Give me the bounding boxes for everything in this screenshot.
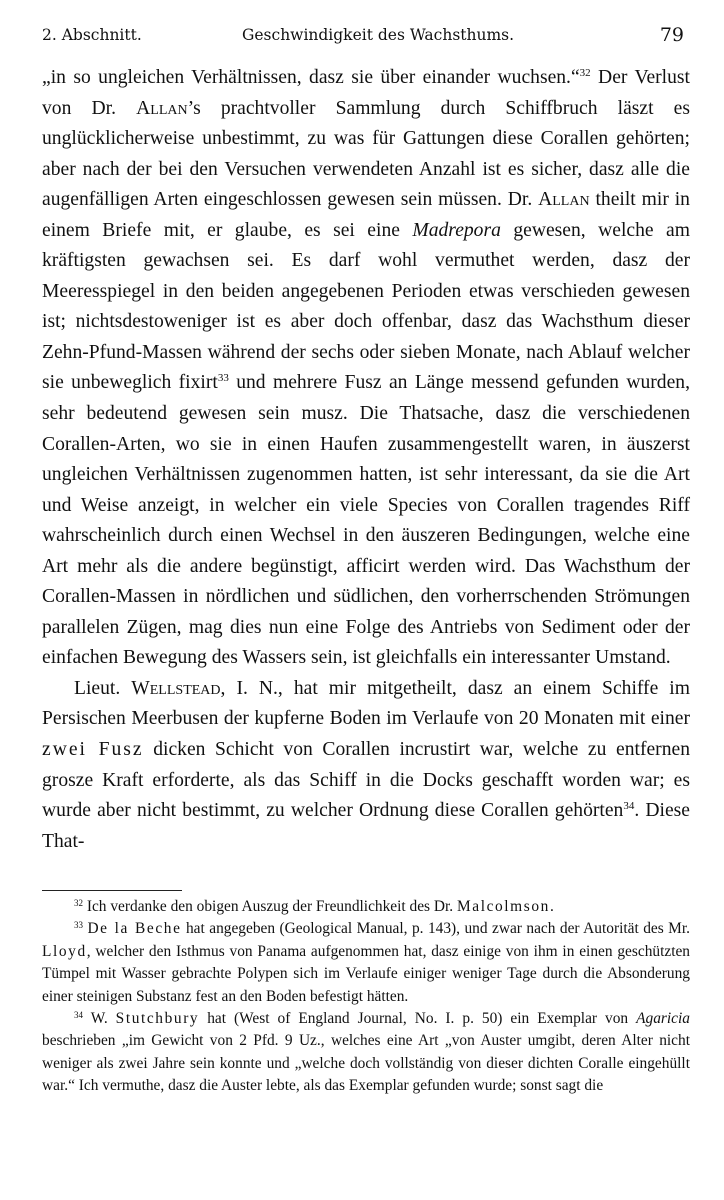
footnote-34: [42, 1008, 690, 1098]
section-label: 2. Abschnitt.: [42, 26, 142, 44]
running-title: Geschwindigkeit des Wachsthums.: [242, 26, 515, 44]
footnote-ref-32: 32: [579, 67, 591, 79]
text-run: und mehrere Fusz an Länge messend gefunden wurden, sehr bedeutend gewesen sein musz. Die Thatsache, dasz die verschiedenen Corallen-Arten, wo sie in einen Haufen zusammengestellt waren, in äuszerst ungleichen Verhältnissen zugenommen hatten, ist sehr interessant, da sie die Art und Weise anzeigt, in welcher ein viele Species von Corallen tragendes Riff wahrscheinlich durch einen Wechsel in den äuszeren Bedingungen, welche eine Art mehr als die andere begünstigt, afficirt werden wird. Das Wachsthum der Corallen-Massen in nördlichen und südlichen, den vorherrschenden Strömungen parallelen Zügen, mag dies nun eine Folge des Antriebs von Sediment oder der einfachen Bewegung des Wassers sein, ist gleichfalls ein interessanter Umstand.: [42, 372, 690, 669]
text-run: hat angegeben (Geological Manual, p. 143), und zwar nach der Autorität des Mr.: [181, 920, 690, 938]
footnote-number: 34: [74, 1010, 83, 1021]
text-run: Lieut.: [74, 677, 132, 699]
person-name: Lloyd: [42, 942, 87, 960]
footnote-ref-33: 33: [217, 372, 229, 385]
text-run: W.: [83, 1010, 116, 1028]
text-run: ’s prachtvoller Sammlung durch Schiffbruch läszt es unglücklicherweise unbestimmt, zu was für Gattungen diese Corallen gehörten; aber nach der bei den Versuchen verwendeten Anzahl ist es sicher, dasz alle die augenfälligen Arten eingeschlossen gewesen sein müssen. Dr.: [42, 97, 690, 211]
emphasis-spaced: zwei Fusz: [42, 739, 144, 761]
footnote-33: [42, 918, 690, 1008]
author-name-wellstead: Wellstead: [131, 677, 221, 699]
running-head: [42, 24, 684, 54]
text-run: „in so ungleichen Verhältnissen, dasz sie über einander wuchsen.“: [42, 67, 580, 88]
text-run: , welcher den Isthmus von Panama aufgenommen hat, dasz einige von ihm in einen geschützten Tümpel mit Wasser gebrachte Polypen sich im Verlaufe einiger weniger Tage durch die Absonderung einer steinigen Substanz fest an den Boden befestigt hätten.: [42, 942, 690, 1005]
person-name: Stutchbury: [115, 1010, 200, 1028]
paragraph-2: [42, 674, 690, 857]
text-run: beschrieben „im Gewicht von 2 Pfd. 9 Uz., welches eine Art „von Auster umgibt, deren Alter nicht weniger als zwei Jahre sein konnte und „welche doch vollständig von dieser dichten Coralle eingehüllt war.“ Ich vermuthe, dasz die Auster lebte, als das Exemplar gefunden wurde; sonst sagt die: [42, 1032, 690, 1095]
text-run: Ich verdanke den obigen Auszug der Freundlichkeit des Dr.: [83, 898, 457, 915]
text-run: , I. N., hat mir mitgetheilt, dasz an einem Schiffe im Persischen Meerbusen der kupferne Boden im Verlaufe von 20 Monaten mit einer: [42, 677, 690, 730]
body-text: [42, 63, 690, 857]
author-name-allan: Allan: [538, 189, 590, 211]
footnote-divider: [42, 890, 182, 891]
text-run: theilt mir in einem Briefe mit, er glaube, es sei eine: [42, 189, 690, 241]
person-name: De la Beche: [87, 920, 182, 938]
author-name-allan: Allan: [136, 97, 188, 119]
footnotes: [42, 896, 690, 1098]
footnote-32: [42, 896, 690, 918]
footnote-number: 32: [74, 898, 83, 908]
page-number: 79: [659, 24, 684, 46]
footnote-number: 33: [74, 920, 83, 931]
person-name: Malcolmson: [456, 898, 550, 915]
footnote-ref-34: 34: [623, 800, 635, 813]
genus-name: Madrepora: [412, 219, 501, 241]
text-run: hat (West of England Journal, No. I. p. 50) ein Exemplar von: [199, 1010, 637, 1028]
text-run: Der Verlust von Dr.: [42, 67, 690, 119]
text-run: .: [549, 898, 554, 915]
text-run: gewesen, welche am kräftigsten gewachsen sei. Es darf wohl vermuthet werden, dasz der Meeresspiegel in den beiden angegebenen Perioden etwas verschieden gewesen ist; nichtsdestoweniger ist es aber doch offenbar, dasz das Wachsthum dieser Zehn-Pfund-Massen während der sechs oder sieben Monate, nach Ablauf welcher sie unbeweglich fixirt: [42, 219, 690, 394]
text-run: . Diese That-: [42, 800, 690, 852]
genus-name: Agaricia: [636, 1010, 690, 1028]
paragraph-1: [42, 63, 690, 674]
text-run: dicken Schicht von Corallen incrustirt war, welche zu entfernen grosze Kraft erforderte, als das Schiff in die Docks geschafft worden war; es wurde aber nicht bestimmt, zu welcher Ordnung diese Corallen gehörten: [42, 739, 690, 822]
